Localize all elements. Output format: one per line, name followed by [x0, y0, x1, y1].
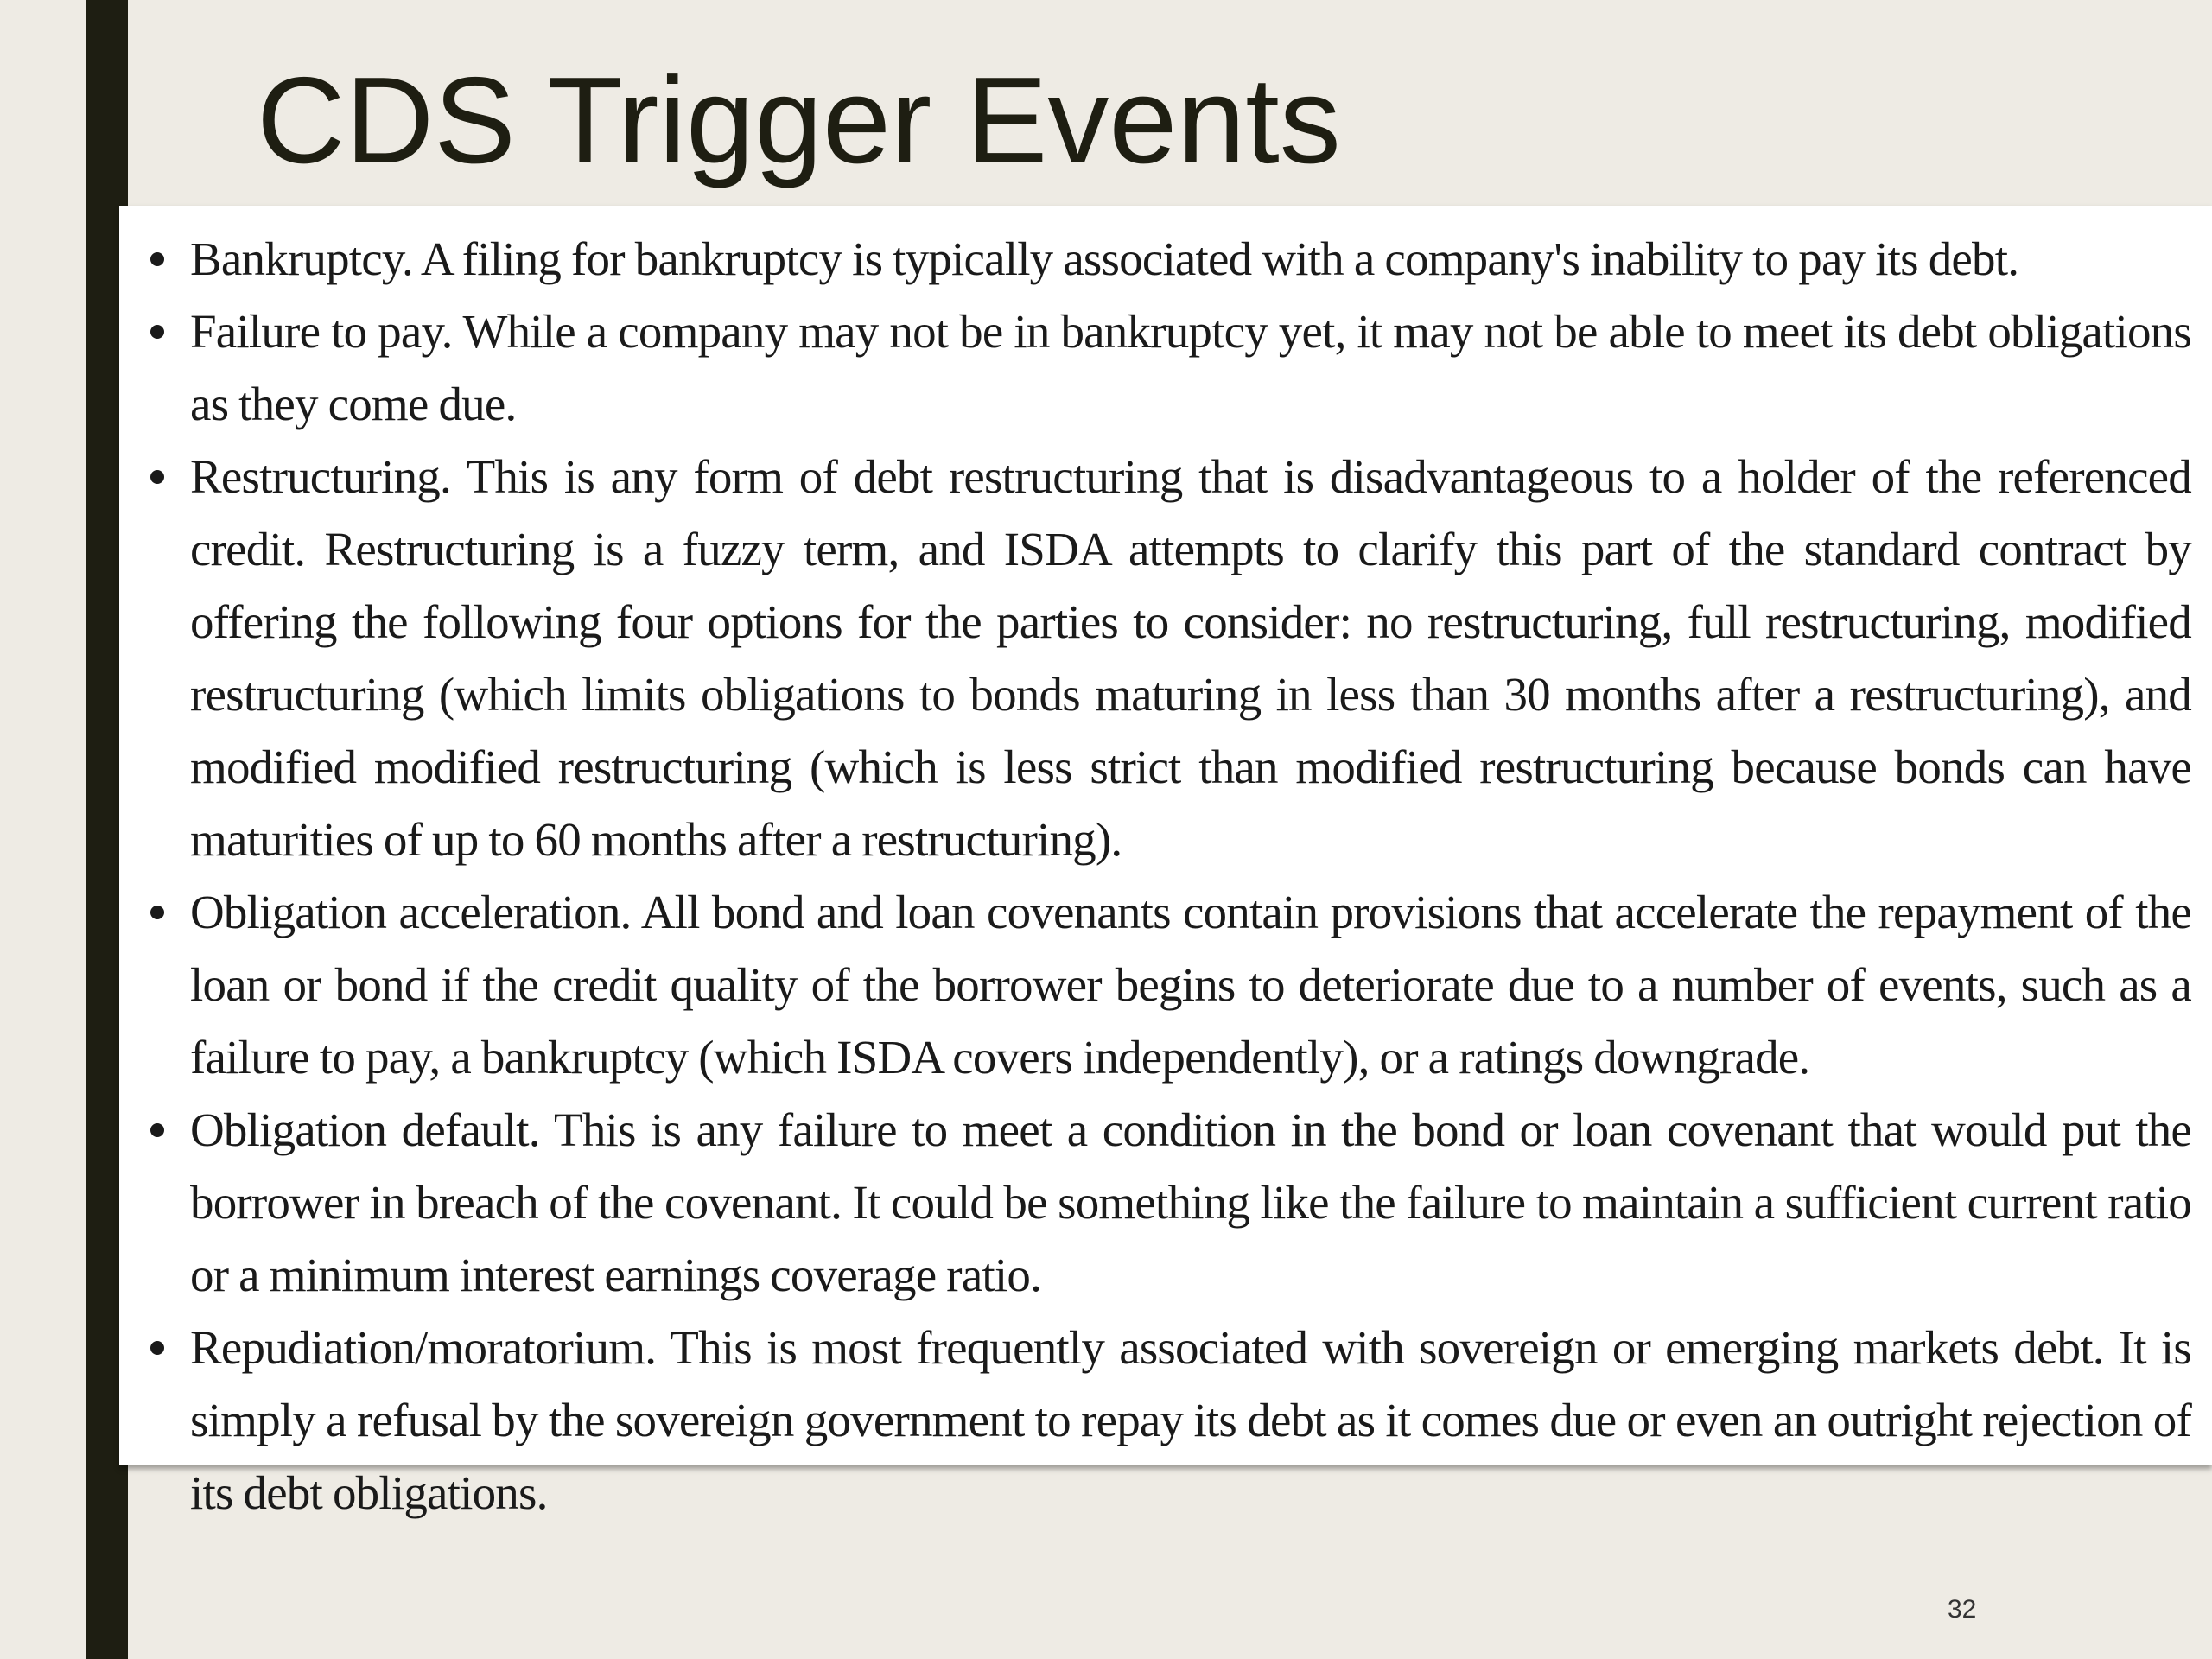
list-item: [119, 441, 2191, 876]
content-panel: [119, 206, 2212, 1519]
bullet-text: Restructuring. This is any form of debt restructuring that is disadvantageous to a holder of the referenced credit. Restructuring is a fuzzy term, and ISDA attempts to clarify this part of the standard contract by offering the following four options for the parties to consider: no restructuring, full restructuring, modified restructuring (which limits obligations to bonds maturing in less than 30 months after a restructuring), and modified modified restructuring (which is less strict than modified restructuring because bonds can have maturities of up to 60 months after a restructuring).: [190, 450, 2191, 866]
list-item: [119, 223, 2191, 296]
bullet-text: Failure to pay. While a company may not be in bankruptcy yet, it may not be able to meet its debt obligations as they come due.: [190, 305, 2191, 430]
bullet-text: Repudiation/moratorium. This is most frequently associated with sovereign or emerging markets debt. It is simply a refusal by the sovereign government to repay its debt as it comes due or even an outright rejection of its debt obligations.: [190, 1321, 2191, 1519]
bullet-text: Bankruptcy. A filing for bankruptcy is typically associated with a company's inability to pay its debt.: [190, 232, 2019, 285]
bullet-icon: [150, 906, 164, 919]
bullet-icon: [150, 1123, 164, 1137]
bullet-icon: [150, 470, 164, 484]
list-item: [119, 1094, 2191, 1312]
list-item: [119, 296, 2191, 441]
bullet-text: Obligation default. This is any failure to meet a condition in the bond or loan covenant that would put the borrower in breach of the covenant. It could be something like the failure to maintain a sufficient current ratio or a minimum interest earnings coverage ratio.: [190, 1103, 2191, 1301]
bullet-icon: [150, 1341, 164, 1355]
list-item: [119, 1312, 2191, 1529]
slide-title: CDS Trigger Events: [257, 52, 1341, 189]
list-item: [119, 876, 2191, 1094]
bullet-icon: [150, 252, 164, 266]
bullet-text: Obligation acceleration. All bond and loan covenants contain provisions that accelerate the repayment of the loan or bond if the credit quality of the borrower begins to deteriorate due to a number of events, such as a failure to pay, a bankruptcy (which ISDA covers independently), or a ratings downgrade.: [190, 886, 2191, 1084]
page-number: 32: [1948, 1595, 1977, 1624]
trigger-events-list: [119, 223, 2212, 1529]
bullet-icon: [150, 325, 164, 339]
